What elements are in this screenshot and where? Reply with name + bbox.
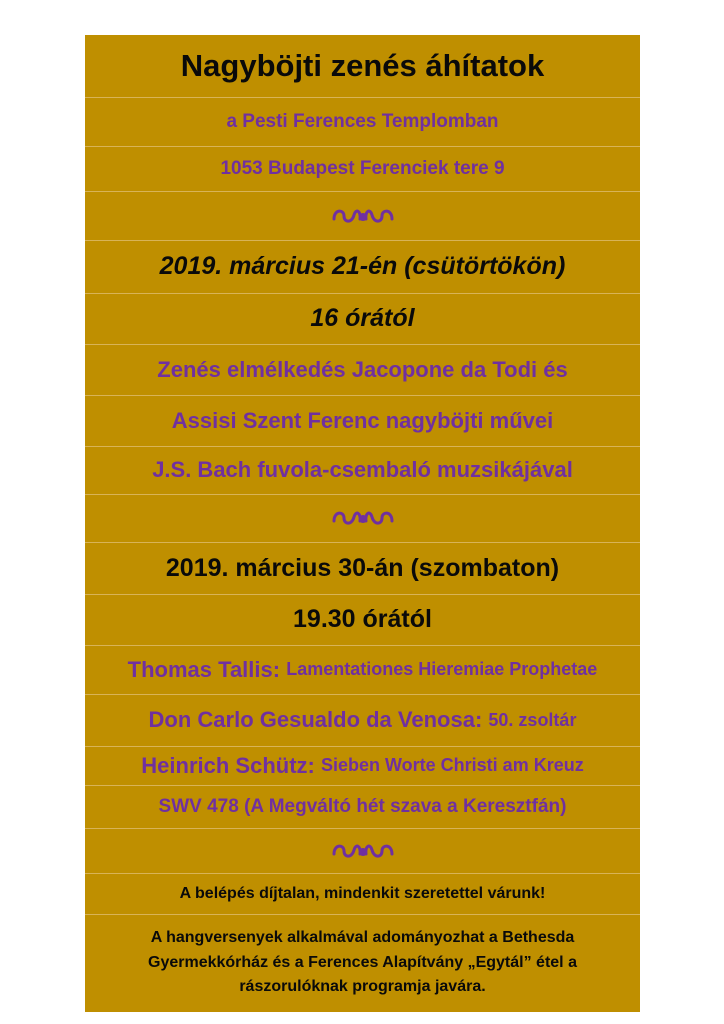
floral-ornament-icon <box>330 205 396 227</box>
event2-date: 2019. március 30-án (szombaton) <box>85 542 640 595</box>
event1-desc-line: Assisi Szent Ferenc nagyböjti művei <box>85 395 640 447</box>
floral-ornament-icon <box>330 507 396 529</box>
floral-ornament-icon <box>330 840 396 862</box>
event2-time: 19.30 órától <box>85 594 640 646</box>
ornament-divider <box>85 494 640 543</box>
event1-date: 2019. március 21-én (csütörtökön) <box>85 240 640 294</box>
work-title: Lamentationes Hieremiae Prophetae <box>286 659 598 679</box>
event1-desc-line: J.S. Bach fuvola-csembaló muzsikájával <box>85 446 640 495</box>
program-item <box>85 645 640 695</box>
composer-name: Don Carlo Gesualdo da Venosa: <box>148 707 483 732</box>
work-title: Sieben Worte Christi am Kreuz <box>320 755 584 775</box>
program-extra: SWV 478 (A Megváltó hét szava a Keresztfán) <box>85 785 640 829</box>
poster <box>85 35 640 1012</box>
composer-name: Heinrich Schütz: <box>141 752 315 778</box>
venue-line: a Pesti Ferences Templomban <box>85 97 640 147</box>
entry-note: A belépés díjtalan, mindenkit szeretettel várunk! <box>85 873 640 915</box>
event1-desc-line: Zenés elmélkedés Jacopone da Todi és <box>85 344 640 396</box>
composer-name: Thomas Tallis: <box>127 656 281 682</box>
address-line: 1053 Budapest Ferenciek tere 9 <box>85 146 640 192</box>
program-item <box>85 746 640 786</box>
donation-note: A hangversenyek alkalmával adományozhat a Bethesda Gyermekkórház és a Ferences Alapítvány „Egytál” étel a rászorulóknak programja javára. <box>148 928 577 996</box>
ornament-divider <box>85 191 640 241</box>
program-item <box>85 694 640 747</box>
ornament-divider <box>85 828 640 874</box>
work-title: 50. zsoltár <box>488 709 577 730</box>
event1-time: 16 órától <box>85 293 640 345</box>
page-title: Nagyböjti zenés áhítatok <box>85 35 640 98</box>
